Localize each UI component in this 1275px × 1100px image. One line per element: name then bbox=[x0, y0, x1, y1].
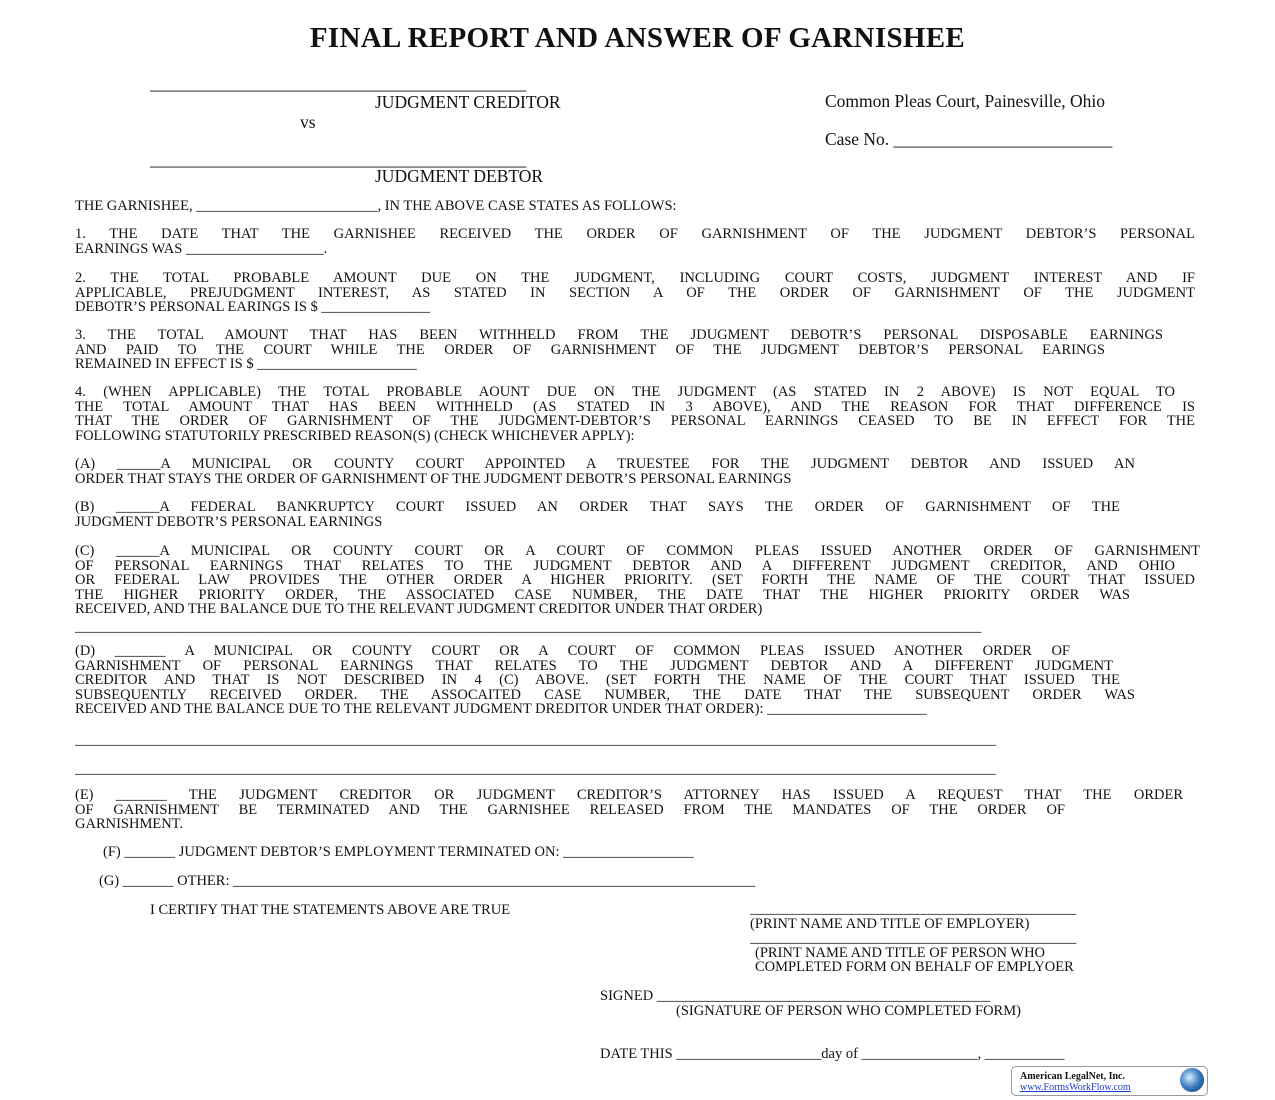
certify-statement: I CERTIFY THAT THE STATEMENTS ABOVE ARE TRUE bbox=[150, 902, 511, 918]
employer-label: (PRINT NAME AND TITLE OF EMPLOYER) bbox=[750, 916, 1030, 932]
option-d: (D) _______ A MUNICIPAL OR COUNTY COURT OR A COURT OF COMMON PLEAS ISSUED ANOTHER ORDER OF GARNISHMENT OF PERSONAL EARNINGS THAT RELATES TO THE JUDGMENT DEBTOR AND A DIFFERENT JUDGMENT CREDITOR AND THAT IS NOT DESCRIBED IN 4 (C) ABOVE. (SET FORTH THE NAME OF THE COURT THAT ISSUED THE SUBSEQUENTLY RECEIVED ORDER. THE ASSOCAITED CASE NUMBER, THE DATE THAT THE SUBSEQUENT ORDER WAS RECEIVED AND THE BALANCE DUE TO THE RELEVANT JUDGMENT DREDITOR UNDER THAT ORDER): ______________________ bbox=[75, 643, 1135, 717]
option-a: (A) ______A MUNICIPAL OR COUNTY COURT APPOINTED A TRUESTEE FOR THE JUDGMENT DEBTOR AND ISSUED AN ORDER THAT STAYS THE ORDER OF GARNISHMENT OF THE JUDGMENT DEBOTR’S PERSONAL EARNINGS bbox=[75, 456, 1135, 487]
court-name: Common Pleas Court, Painesville, Ohio bbox=[825, 91, 1105, 111]
option-b: (B) ______A FEDERAL BANKRUPTCY COURT ISSUED AN ORDER THAT SAYS THE ORDER OF GARNISHMENT OF THE JUDGMENT DEBOTR’S PERSONAL EARNINGS bbox=[75, 499, 1120, 530]
option-e: (E) _______ THE JUDGMENT CREDITOR OR JUDGMENT CREDITOR’S ATTORNEY HAS ISSUED A REQUEST THAT THE ORDER OF GARNISHMENT BE TERMINATED AND THE GARNISHEE RELEASED FROM THE MANDATES OF THE ORDER OF GARNISHMENT. bbox=[75, 787, 1183, 832]
blank-line-2: _______________________________________________________________________________________________________________________________ bbox=[75, 762, 996, 777]
option-f: (F) _______ JUDGMENT DEBTOR’S EMPLOYMENT TERMINATED ON: __________________ bbox=[103, 844, 694, 860]
person-label-2: COMPLETED FORM ON BEHALF OF EMPLYOER bbox=[755, 959, 1074, 975]
document-title: FINAL REPORT AND ANSWER OF GARNISHEE bbox=[309, 22, 966, 54]
blank-line-1: _______________________________________________________________________________________________________________________________ bbox=[75, 733, 996, 748]
option-c-blank: _____________________________________________________________________________________________________________________________ bbox=[75, 619, 982, 634]
option-g: (G) _______ OTHER: ________________________________________________________________________ bbox=[99, 873, 756, 889]
creditor-label: JUDGMENT CREDITOR bbox=[375, 92, 561, 112]
date-field: DATE THIS ____________________day of ________________, ___________ bbox=[600, 1046, 1065, 1062]
option-c: (C) ______A MUNICIPAL OR COUNTY COURT OR A COURT OF COMMON PLEAS ISSUED ANOTHER ORDER OF GARNISHMENT OF PERSONAL EARNINGS THAT RELATES TO THE JUDGMENT DEBTOR AND A DIFFERENT JUDGMENT CREDITOR, AND OHIO OR FEDERAL LAW PROVIDES THE OTHER ORDER A HIGHER PRIORITY. (SET FORTH THE NAME OF THE COURT THAT ISSUED THE HIGHER PRIORITY ORDER, THE ASSOCIATED CASE NUMBER, THE DATE THAT THE HIGHER PRIORITY ORDER WAS RECEIVED, AND THE BALANCE DUE TO THE RELEVANT JUDGMENT CREDITOR UNDER THAT ORDER) _____________________________________________________________________________________________________________________________ bbox=[75, 543, 1200, 634]
item-3: 3. THE TOTAL AMOUNT THAT HAS BEEN WITHHELD FROM THE JDUGMENT DEBOTR’S PERSONAL DISPOSABLE EARNINGS AND PAID TO THE COURT WHILE THE ORDER OF GARNISHMENT OF THE JUDGMENT DEBTOR’S PERSONAL EARINGS REMAINED IN EFFECT IS $ ______________________ bbox=[75, 327, 1163, 372]
item-2: 2. THE TOTAL PROBABLE AMOUNT DUE ON THE JUDGMENT, INCLUDING COURT COSTS, JUDGMENT INTEREST AND IF APPLICABLE, PREJUDGMENT INTEREST, AS STATED IN SECTION A OF THE ORDER OF GARNISHMENT OF THE JUDGMENT DEBOTR’S PERSONAL EARINGS IS $ _______________ bbox=[75, 270, 1195, 315]
person-label-1: (PRINT NAME AND TITLE OF PERSON WHO bbox=[755, 945, 1046, 961]
item-1: 1. THE DATE THAT THE GARNISHEE RECEIVED THE ORDER OF GARNISHMENT OF THE JUDGMENT DEBTOR’S PERSONAL EARNINGS WAS ___________________. bbox=[75, 226, 1195, 257]
debtor-blank: ___________________________________________ bbox=[150, 149, 527, 169]
intro-line: THE GARNISHEE, _________________________, IN THE ABOVE CASE STATES AS FOLLOWS: bbox=[75, 198, 677, 214]
signature-label: (SIGNATURE OF PERSON WHO COMPLETED FORM) bbox=[676, 1003, 1021, 1019]
case-number-field: Case No. _________________________ bbox=[825, 129, 1113, 149]
american-legalnet-logo: American LegalNet, Inc. www.FormsWorkFlow.com bbox=[1011, 1066, 1208, 1096]
globe-icon bbox=[1180, 1068, 1204, 1092]
item-4: 4. (WHEN APPLICABLE) THE TOTAL PROBABLE AOUNT DUE ON THE JUDGMENT (AS STATED IN 2 ABOVE) IS NOT EQUAL TO THE TOTAL AMOUNT THAT HAS BEEN WITHHELD (AS STATED IN 3 ABOVE), AND THE REASON FOR THAT DIFFERENCE IS THAT THE ORDER OF GARNISHMENT OF THE JUDGMENT-DEBTOR’S PERSONAL EARNINGS CEASED TO BE IN EFFECT FOR THE FOLLOWING STATUTORILY PRESCRIBED REASON(S) (CHECK WHICHEVER APPLY): bbox=[75, 384, 1195, 444]
vs-label: vs bbox=[300, 112, 316, 132]
person-line: _____________________________________________ bbox=[750, 931, 1077, 946]
debtor-label: JUDGMENT DEBTOR bbox=[375, 166, 544, 186]
formsworkflow-link[interactable]: www.FormsWorkFlow.com bbox=[1020, 1082, 1131, 1093]
employer-line: _____________________________________________ bbox=[750, 902, 1077, 917]
creditor-blank: ___________________________________________ bbox=[150, 73, 527, 93]
signed-field: SIGNED ______________________________________________ bbox=[600, 988, 991, 1004]
